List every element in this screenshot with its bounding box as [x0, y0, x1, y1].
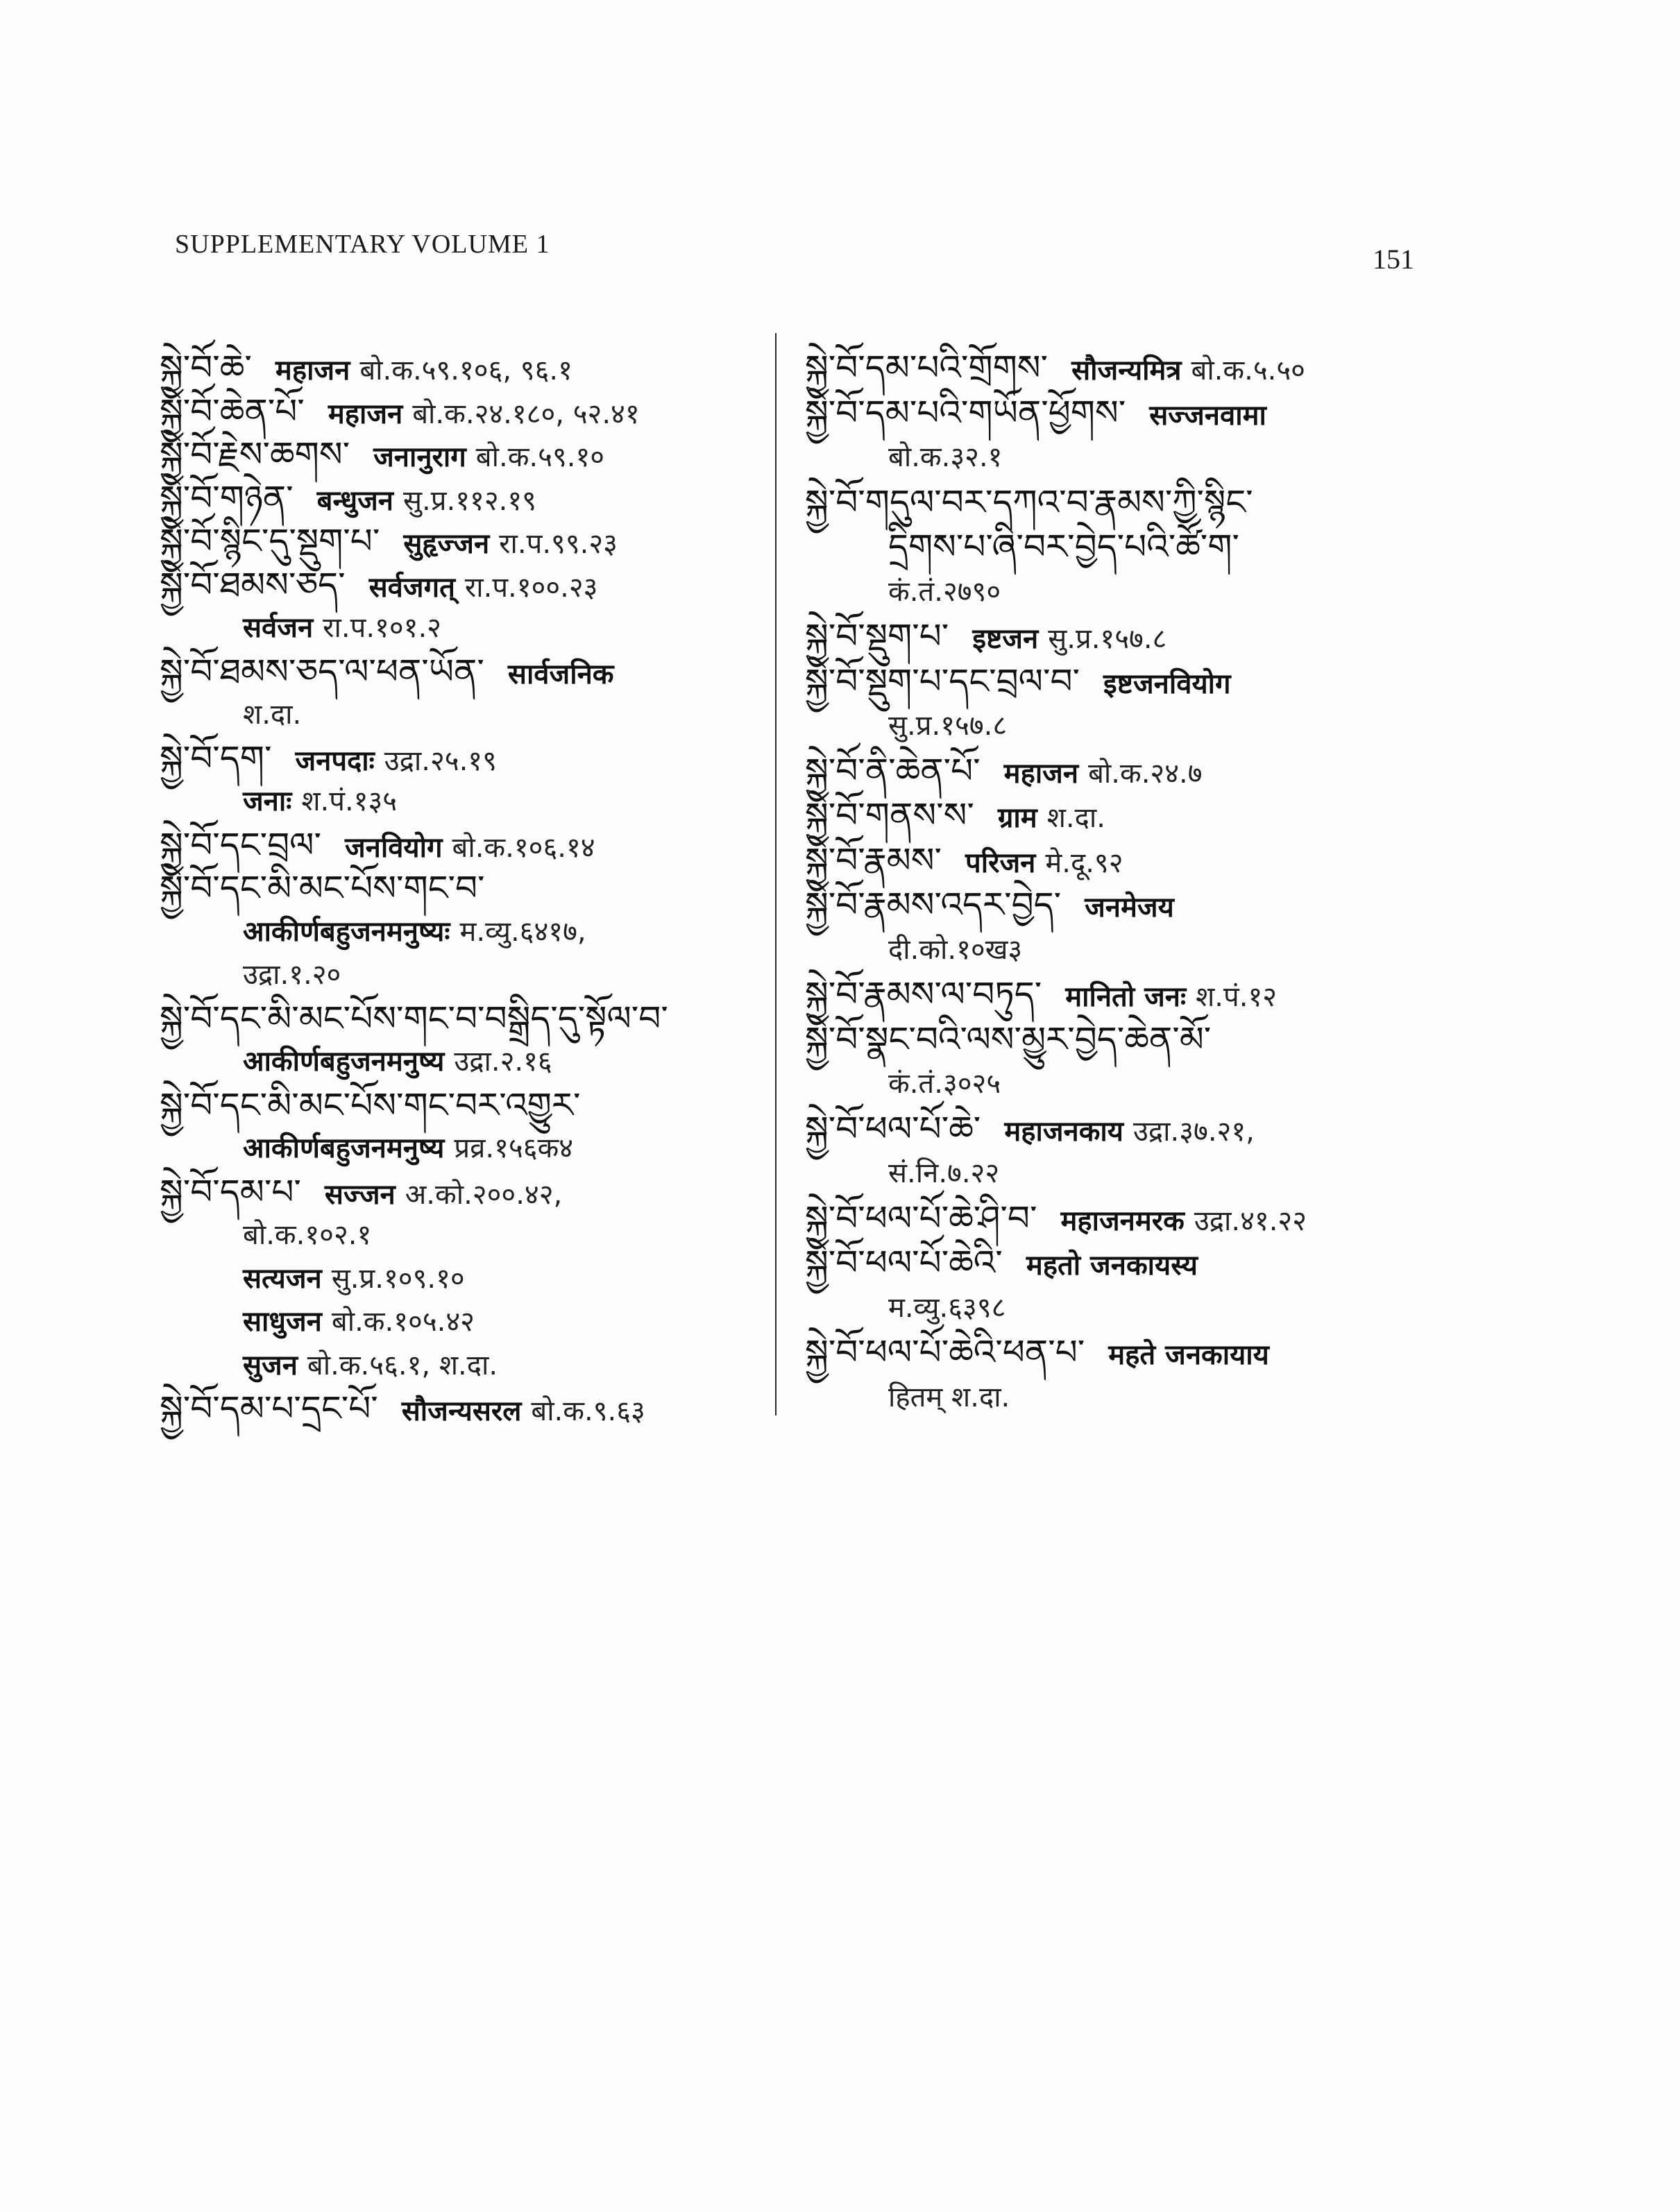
source-reference: रा.प.१००.२३	[464, 571, 598, 604]
sanskrit-equivalent: महाजन	[275, 355, 350, 386]
tibetan-headword: སྐྱེ་བོ་སྣང་བའི་ལས་མྱུར་བྱེད་ཆེན་མོ་	[805, 1019, 1212, 1060]
tibetan-headword: སྐྱེ་བོ་དང་མི་མང་པོས་གང་བར་འགྱུར་	[160, 1084, 581, 1125]
tibetan-headword: སྐྱེ་བོ་ཐམས་ཅད་ལ་ཕན་ཡོན་	[160, 651, 484, 692]
tibetan-headword: སྐྱེ་བོ་དང་མི་མང་པོས་གང་བ་བསྒྲིད་དུ་སྟོལ་བ་	[160, 998, 668, 1039]
tibetan-headword: སྐྱེ་བོ་དམ་པའི་གྲོགས་	[805, 348, 1049, 388]
sanskrit-equivalent: महतो जनकायस्य	[1026, 1250, 1198, 1282]
dictionary-entry	[160, 1381, 645, 1436]
tibetan-headword: སྐྱེ་བོ་རྣམས་ལ་བཏུད་	[805, 974, 1042, 1014]
source-reference: सु.प्र.११२.१९	[403, 484, 536, 517]
tibetan-headword: སྐྱེ་བོ་དམ་པ་དྲང་པོ་	[160, 1388, 378, 1429]
tibetan-headword: སྐྱེ་བོ་ནི་ཆེན་པོ་	[805, 750, 981, 791]
sanskrit-equivalent: आकीर्णबहुजनमनुष्यः	[243, 915, 450, 948]
tibetan-headword: སྐྱེ་བོ་ཆེན་པོ་	[160, 391, 305, 432]
source-reference: बो.क.१०६.१४	[452, 831, 595, 864]
sanskrit-equivalent: जनवियोग	[344, 831, 443, 864]
sanskrit-equivalent: महाजन	[328, 398, 403, 430]
source-reference: प्रव्र.१५६क४	[454, 1132, 574, 1164]
source-reference: सु.प्र.१५७.८	[1048, 623, 1167, 655]
sanskrit-equivalent: महते जनकायाय	[1108, 1339, 1269, 1371]
column-divider	[775, 333, 777, 1415]
sanskrit-equivalent: परिजन	[965, 846, 1036, 879]
sanskrit-equivalent: महाजनमरक	[1060, 1205, 1185, 1237]
sanskrit-equivalent: सर्वजन	[243, 612, 314, 644]
tibetan-headword: སྐྱེ་བོ་ཕལ་པོ་ཆེའི་ཕན་པ་	[805, 1332, 1085, 1372]
sanskrit-equivalent: सौजन्यसरल	[401, 1395, 522, 1427]
running-head: SUPPLEMENTARY VOLUME 1	[175, 230, 550, 259]
sanskrit-equivalent: सज्जनवामा	[1149, 399, 1266, 432]
tibetan-headword: སྐྱེ་བོ་རྣམས་	[805, 840, 942, 880]
source-reference: रा.प.९९.२३	[499, 528, 618, 560]
source-reference: हितम् श.दा.	[888, 1381, 1010, 1413]
source-reference: श.पं.१३५	[301, 785, 398, 817]
source-reference: म.व्यु.६४१७,	[459, 915, 586, 948]
tibetan-headword: སྐྱེ་བོ་རྗེས་ཆགས་	[160, 434, 350, 475]
sanskrit-equivalent: ग्राम	[997, 802, 1037, 834]
sanskrit-equivalent: इष्टजन	[972, 623, 1039, 655]
source-reference: कं.तं.२७९०	[888, 575, 1001, 608]
source-reference: बो.क.२४.१८०, ५२.४१	[412, 398, 640, 430]
tibetan-headword: སྐྱེ་བོ་སྙིང་དུ་སྡུག་པ་	[160, 521, 380, 561]
tibetan-headword: སྐྱེ་བོ་གནས་ས་	[805, 795, 974, 835]
source-reference: दी.को.१०ख३	[888, 933, 1023, 966]
tibetan-headword: སྐྱེ་བོ་དག་	[160, 738, 272, 779]
source-reference: बो.क.५६.१, श.दा.	[307, 1349, 498, 1381]
dictionary-entry	[160, 644, 614, 699]
tibetan-headword: སྐྱེ་བོ་སྡུག་པ་དང་བྲལ་བ་	[805, 661, 1080, 701]
sanskrit-equivalent: सुजन	[243, 1349, 298, 1381]
tibetan-headword: སྐྱེ་བོ་དང་བྲལ་	[160, 824, 321, 865]
sanskrit-equivalent: जनमेजय	[1085, 892, 1174, 924]
source-reference: बो.क.३२.१	[888, 441, 1003, 473]
sanskrit-equivalent: महाजन	[1003, 757, 1079, 790]
sanskrit-equivalent: सज्जन	[324, 1178, 396, 1211]
source-reference: बो.क.१०५.४२	[331, 1306, 475, 1338]
tibetan-headword: སྐྱེ་བོ་དམ་པ་	[160, 1171, 301, 1212]
tibetan-headword: སྐྱེ་བོ་དང་མི་མང་པོས་གང་བ་	[160, 868, 485, 908]
dictionary-entry	[805, 385, 1266, 441]
source-reference: बो.क.५९.१०६, ९६.१	[359, 355, 572, 386]
sanskrit-equivalent: महाजनकाय	[1004, 1115, 1123, 1148]
tibetan-headword: སྐྱེ་བོ་རྣམས་འདར་བྱེད་	[805, 885, 1062, 925]
sanskrit-equivalent: जनपदाः	[295, 745, 375, 777]
tibetan-headword: སྐྱེ་བོ་ཕལ་པོ་ཆེ་	[805, 1108, 981, 1149]
tibetan-headword: སྐྱེ་བོ་གདུལ་བར་དཀའ་བ་རྣམས་ཀྱི་སྙིང་	[805, 482, 1253, 522]
source-reference: बो.क.५९.१०	[475, 441, 605, 473]
source-reference: मे.दू.९२	[1045, 846, 1123, 879]
sanskrit-equivalent: साधुजन	[243, 1306, 322, 1338]
sanskrit-equivalent: आकीर्णबहुजनमनुष्य	[243, 1132, 445, 1164]
tibetan-headword: སྐྱེ་བོ་ཆེ་	[160, 348, 252, 388]
source-reference: सं.नि.७.२२	[888, 1157, 1000, 1189]
tibetan-headword: སྐྱེ་བོ་ཕལ་པོ་ཆེ་ཤི་བ་	[805, 1198, 1037, 1239]
sanskrit-equivalent: इष्टजनवियोग	[1103, 667, 1231, 700]
source-reference: उद्रा.३७.२१,	[1133, 1115, 1255, 1148]
source-reference: श.पं.१२	[1196, 981, 1278, 1013]
dictionary-entry	[805, 1101, 1255, 1157]
dictionary-entry	[805, 1012, 1211, 1067]
dictionary-entry	[805, 654, 1231, 709]
source-reference: श.दा.	[243, 699, 302, 731]
page-number: 151	[1373, 244, 1414, 275]
source-reference: बो.क.२४.७	[1088, 757, 1203, 790]
tibetan-headword: དྲིགས་པ་ཞི་བར་བྱེད་པའི་ཚོ་ག་	[888, 527, 1239, 567]
entry-continuation-line	[888, 1370, 1010, 1425]
tibetan-headword: སྐྱེ་བོ་ཕལ་པོ་ཆེའི་	[805, 1243, 1003, 1283]
source-reference: म.व्यु.६३९८	[888, 1291, 1006, 1324]
source-reference: सु.प्र.१०९.१०	[331, 1262, 465, 1295]
sanskrit-equivalent: बन्धुजन	[316, 484, 394, 517]
sanskrit-equivalent: सौजन्यमित्र	[1071, 355, 1182, 386]
sanskrit-equivalent: जनानुराग	[373, 441, 466, 473]
sanskrit-equivalent: आकीर्णबहुजनमनुष्य	[243, 1046, 445, 1078]
sanskrit-equivalent: सुहृज्जन	[403, 528, 490, 560]
source-reference: श.दा.	[1046, 802, 1105, 834]
dictionary-entry	[805, 1325, 1269, 1380]
sanskrit-equivalent: सर्वजगत्	[368, 571, 455, 604]
tibetan-headword: སྐྱེ་བོ་གཉེན་	[160, 477, 294, 518]
source-reference: बो.क.९.६३	[531, 1395, 645, 1427]
source-reference: उद्रा.१.२०	[243, 959, 341, 991]
source-reference: रा.प.१०१.२	[323, 612, 441, 644]
tibetan-headword: སྐྱེ་བོ་སྡུག་པ་	[805, 616, 949, 656]
source-reference: अ.को.२००.४२,	[405, 1178, 563, 1211]
source-reference: कं.तं.३०२५	[888, 1068, 1001, 1100]
source-reference: सु.प्र.१५७.८	[888, 710, 1008, 742]
source-reference: उद्रा.२५.१९	[384, 745, 497, 777]
source-reference: बो.क.१०२.१	[243, 1219, 372, 1251]
tibetan-headword: སྐྱེ་བོ་དམ་པའི་གཡོན་ཕྱོགས་	[805, 392, 1126, 433]
source-reference: उद्रा.४१.२२	[1194, 1205, 1307, 1237]
sanskrit-equivalent: सत्यजन	[243, 1262, 322, 1295]
source-reference: उद्रा.२.१६	[454, 1046, 552, 1078]
source-reference: बो.क.५.५०	[1191, 355, 1305, 386]
sanskrit-equivalent: सार्वजनिक	[507, 658, 614, 690]
sanskrit-equivalent: मानितो जनः	[1065, 981, 1187, 1013]
sanskrit-equivalent: जनाः	[243, 785, 292, 817]
tibetan-headword: སྐྱེ་བོ་ཐམས་ཅད་	[160, 564, 346, 605]
